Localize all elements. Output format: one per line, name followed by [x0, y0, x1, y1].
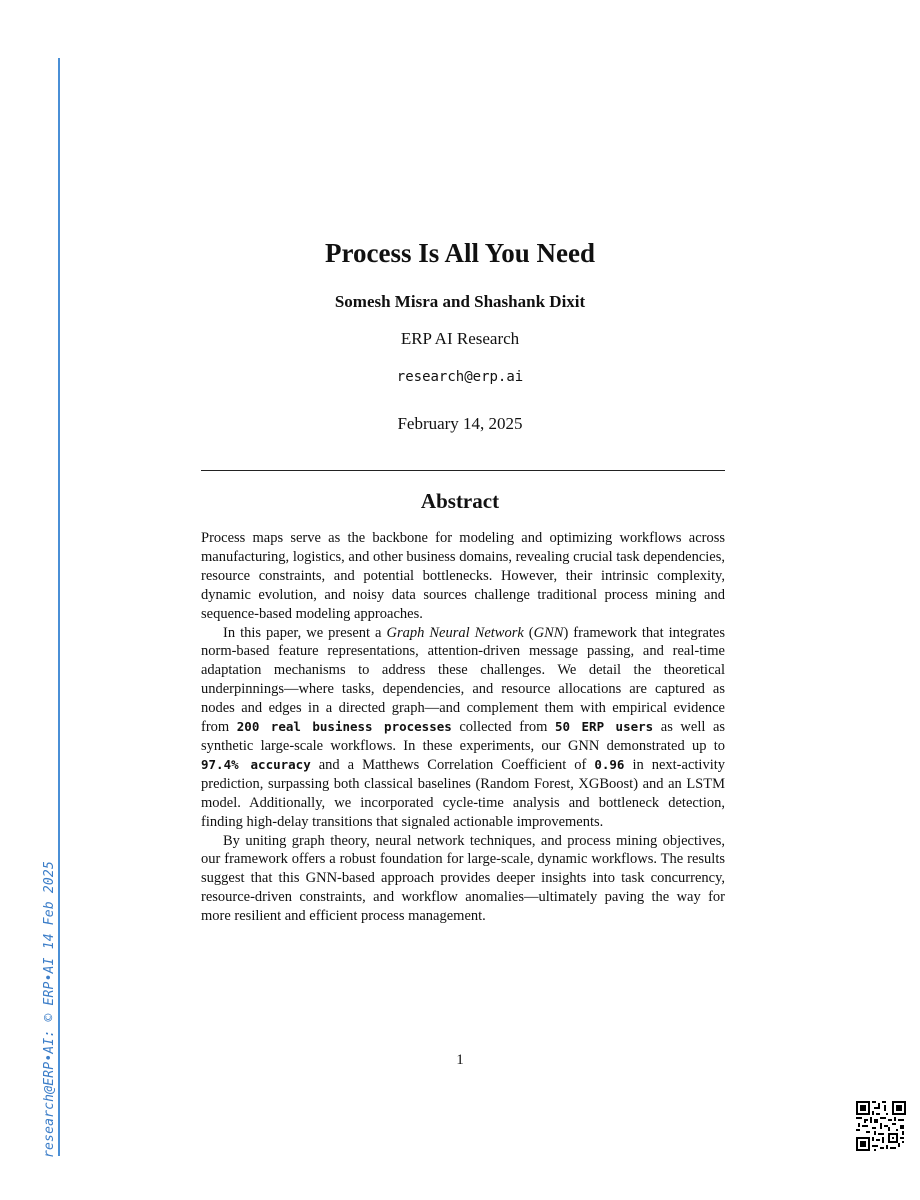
abstract-heading: Abstract — [420, 489, 500, 513]
highlight-user-count: 50 ERP users — [555, 719, 654, 735]
abstract-text: and a Matthews Correlation Coefficient of — [310, 756, 595, 773]
abstract-paragraph-1: Process maps serve as the backbone for modeling and optimizing workflows across manufacturing, logistics, and other business domains, revealing crucial task dependencies, resource constraints, and potential bottlenecks. However, their intrinsic complexity, dynamic evolution, and noisy data sources challenge traditional process mining and sequence-based modeling approaches. — [201, 530, 725, 622]
abstract-paragraph-2 — [201, 624, 725, 832]
paper-date: February 14, 2025 — [397, 414, 523, 433]
abstract-text: as well as synthetic large-scale workflows. In these experiments, our GNN demonstrated up to — [201, 719, 726, 754]
paper-title: Process Is All You Need — [325, 238, 595, 268]
abstract-text: In this paper, we present a — [223, 624, 387, 641]
paper-email[interactable]: research@erp.ai — [396, 369, 524, 385]
margin-rule — [58, 58, 60, 1156]
highlight-accuracy: 97.4% accuracy — [201, 756, 311, 772]
page-number: 1 — [456, 1052, 464, 1068]
qr-code-icon[interactable] — [856, 1101, 906, 1151]
highlight-process-count: 200 real business processes — [236, 719, 452, 735]
abstract-body — [201, 529, 725, 926]
abstract-text: ) framework that integrates norm-based feature representations, attention-driven message passing, and real-time adaptation mechanisms to address these challenges. We detail the theoretical underpinnings—where tasks, dependencies, and resource allocations are captured as nodes and edges in a directed graph—and complement them with empirical evidence from — [201, 624, 725, 736]
highlight-mcc: 0.96 — [594, 756, 625, 772]
paper-affiliation: ERP AI Research — [400, 329, 520, 348]
paper-authors: Somesh Misra and Shashank Dixit — [334, 292, 586, 311]
arxiv-watermark: research@ERP•AI: © ERP•AI 14 Feb 2025 — [42, 861, 57, 1158]
abstract-paragraph-3: By uniting graph theory, neural network techniques, and process mining objectives, our framework offers a robust foundation for large-scale, dynamic workflows. The results suggest that this GNN-based approach provides deeper insights into task concurrency, resource-driven constraints, and workflow anomalies—ultimately paving the way for more resilient and efficient process management. — [201, 832, 725, 925]
abstract-text: collected from — [451, 719, 555, 736]
gnn-abbreviation: GNN — [533, 624, 564, 641]
abstract-text: in next-activity prediction, surpassing both classical baselines (Random Forest, XGBoost) and an LSTM model. Additionally, we incorporated cycle-time analysis and bottleneck detection, finding high-delay transitions that signaled actionable improvements. — [201, 756, 726, 830]
gnn-full-term: Graph Neural Network — [386, 624, 524, 641]
abstract-text: ( — [523, 624, 534, 641]
title-divider — [201, 470, 725, 471]
